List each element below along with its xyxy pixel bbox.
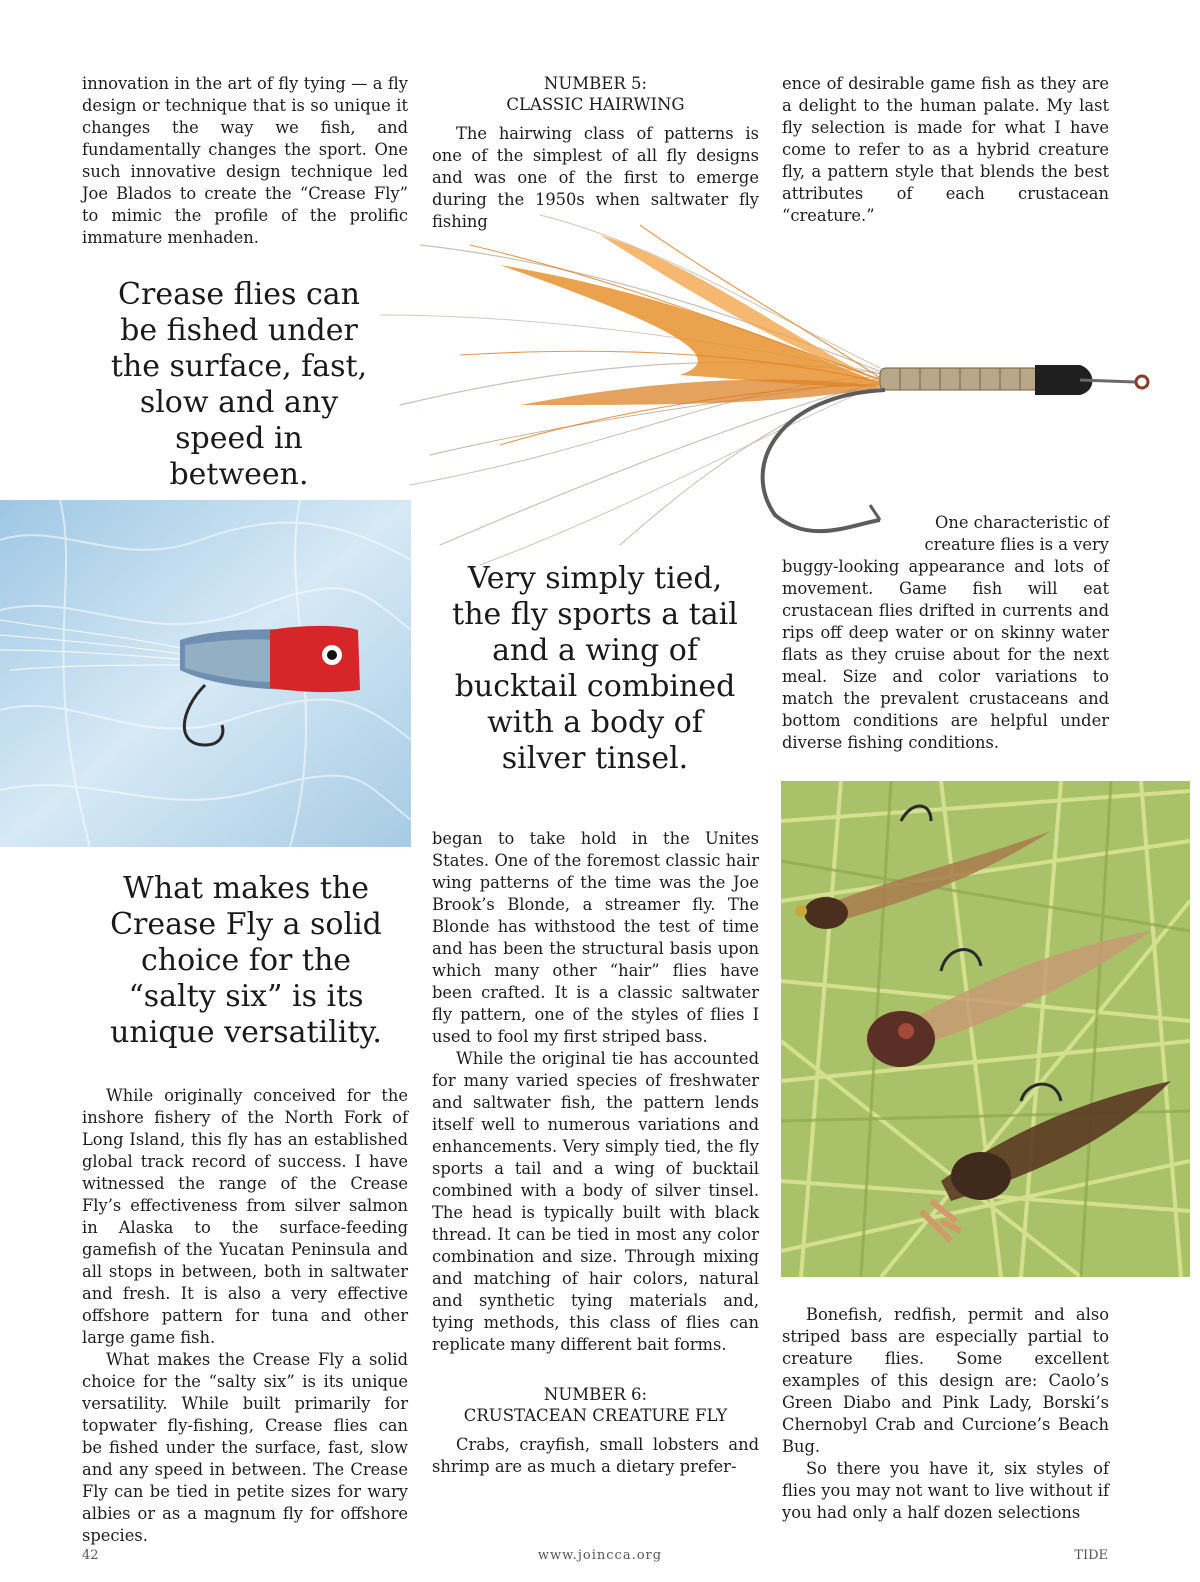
crease-fly-image xyxy=(0,500,411,847)
pull-quote-salty-six: What makes the Crease Fly a solid choice for the “salty six” is its unique versatility. xyxy=(110,871,382,1050)
body-paragraph: innovation in the art of fly tying — a fly design or technique that is so unique it changes the way we fish, and fundamentally changes the sport. One such innovative design technique led Joe Blados to create the “Crease Fly” to mimic the profile of the prolific immature menhaden. xyxy=(82,74,408,247)
column-1-bottom xyxy=(82,1085,408,1547)
pull-quote-crease-flies: Crease flies can be fished under the surface, fast, slow and any speed in between. xyxy=(110,277,368,492)
body-paragraph: buggy-looking appearance and lots of movement. Game fish will eat crustacean flies drifted in currents and rips off deep water or on skinny water flats as they cruise about for the next meal. Size and color variations to match the prevalent crustaceans and bottom conditions are helpful under diverse fishing conditions. xyxy=(782,557,1109,752)
body-paragraph: While the original tie has accounted for many varied species of freshwater and saltwater fish, the pattern lends itself well to numerous variations and enhancements. Very simply tied, the fly sports a tail and a wing of bucktail combined with a body of silver tinsel. The head is typically built with black thread. It can be tied in most any color combination and size. Through mixing and matching of hair colors, natural and synthetic tying materials and, tying methods, this class of flies can replicate many different bait forms. xyxy=(432,1049,759,1354)
body-line: One characteristic of xyxy=(935,513,1109,532)
column-3-bottom xyxy=(782,1304,1109,1524)
body-paragraph: Crabs, crayfish, small lobsters and shrimp are as much a dietary prefer- xyxy=(432,1435,759,1476)
heading-line: NUMBER 6: xyxy=(543,1385,648,1404)
website-url: www.joincca.org xyxy=(537,1548,663,1563)
section-heading-number-6 xyxy=(432,1384,759,1426)
popper-head xyxy=(270,626,360,692)
body-paragraph: began to take hold in the Unites States. One of the foremost classic hair wing patterns of the time was the Joe Brook’s Blonde, a streamer fly. The Blonde has withstood the test of time and has been the structural basis upon which many other “hair” flies have been crafted. It is a classic saltwater fly pattern, one of the styles of flies I used to fool my first striped bass. xyxy=(432,829,759,1046)
hook-bend xyxy=(763,390,885,531)
page-number: 42 xyxy=(82,1548,99,1563)
column-2-bottom xyxy=(432,828,759,1478)
creature-flies-image xyxy=(781,781,1190,1277)
creature-flies-photo xyxy=(781,781,1190,1277)
heading-line: CRUSTACEAN CREATURE FLY xyxy=(463,1406,728,1425)
body-paragraph: What makes the Crease Fly a solid choice for the “salty six” is its unique versatility. While built primarily for topwater fly-fishing, Crease flies can be fished under the surface, fast, slow and any speed in between. The Crease Fly can be tied in petite sizes for wary albies or as a magnum fly for offshore species. xyxy=(82,1350,408,1545)
heading-line: CLASSIC HAIRWING xyxy=(506,95,685,114)
heading-line: NUMBER 5: xyxy=(543,74,648,93)
body-paragraph: While originally conceived for the inshore fishery of the North Fork of Long Island, this fly has an established global track record of success. I have witnessed the range of the Crease Fly’s effectiveness from silver salmon in Alaska to the surface-feeding gamefish of the Yucatan Peninsula and all stops in between, both in saltwater and fresh. It is also a very effective offshore pattern for tuna and other large game fish. xyxy=(82,1086,408,1347)
magazine-name: TIDE xyxy=(1074,1548,1108,1563)
hook-eye-ring xyxy=(1136,376,1148,388)
section-heading-number-5 xyxy=(432,73,759,115)
column-3-middle xyxy=(782,512,1109,754)
crease-fly-photo xyxy=(0,500,411,847)
hook-eye xyxy=(1080,380,1135,382)
pull-quote-simply-tied: Very simply tied, the fly sports a tail and a wing of bucktail combined with a body of silver tinsel. xyxy=(452,561,738,776)
body-paragraph: Bonefish, redfish, permit and also striped bass are especially partial to creature flies. Some excellent examples of this design are: Caolo’s Green Diabo and Pink Lady, Borski’s Chernobyl Crab and Curcione’s Beach Bug. xyxy=(782,1305,1109,1456)
column-3-top xyxy=(782,73,1109,227)
column-1-top xyxy=(82,73,408,249)
body-paragraph: ence of desirable game fish as they are a delight to the human palate. My last fly selection is made for what I have come to refer to as a hybrid creature fly, a pattern style that blends the best attributes of each crustacean “creature.” xyxy=(782,74,1109,225)
body-paragraph: The hairwing class of patterns is one of the simplest of all fly designs and was one of the first to emerge during the 1950s when saltwater fly fishing xyxy=(432,124,759,231)
body-paragraph: So there you have it, six styles of flies you may not want to live without if you had only a half dozen selections xyxy=(782,1459,1109,1522)
body-line: creature flies is a very xyxy=(924,535,1109,554)
